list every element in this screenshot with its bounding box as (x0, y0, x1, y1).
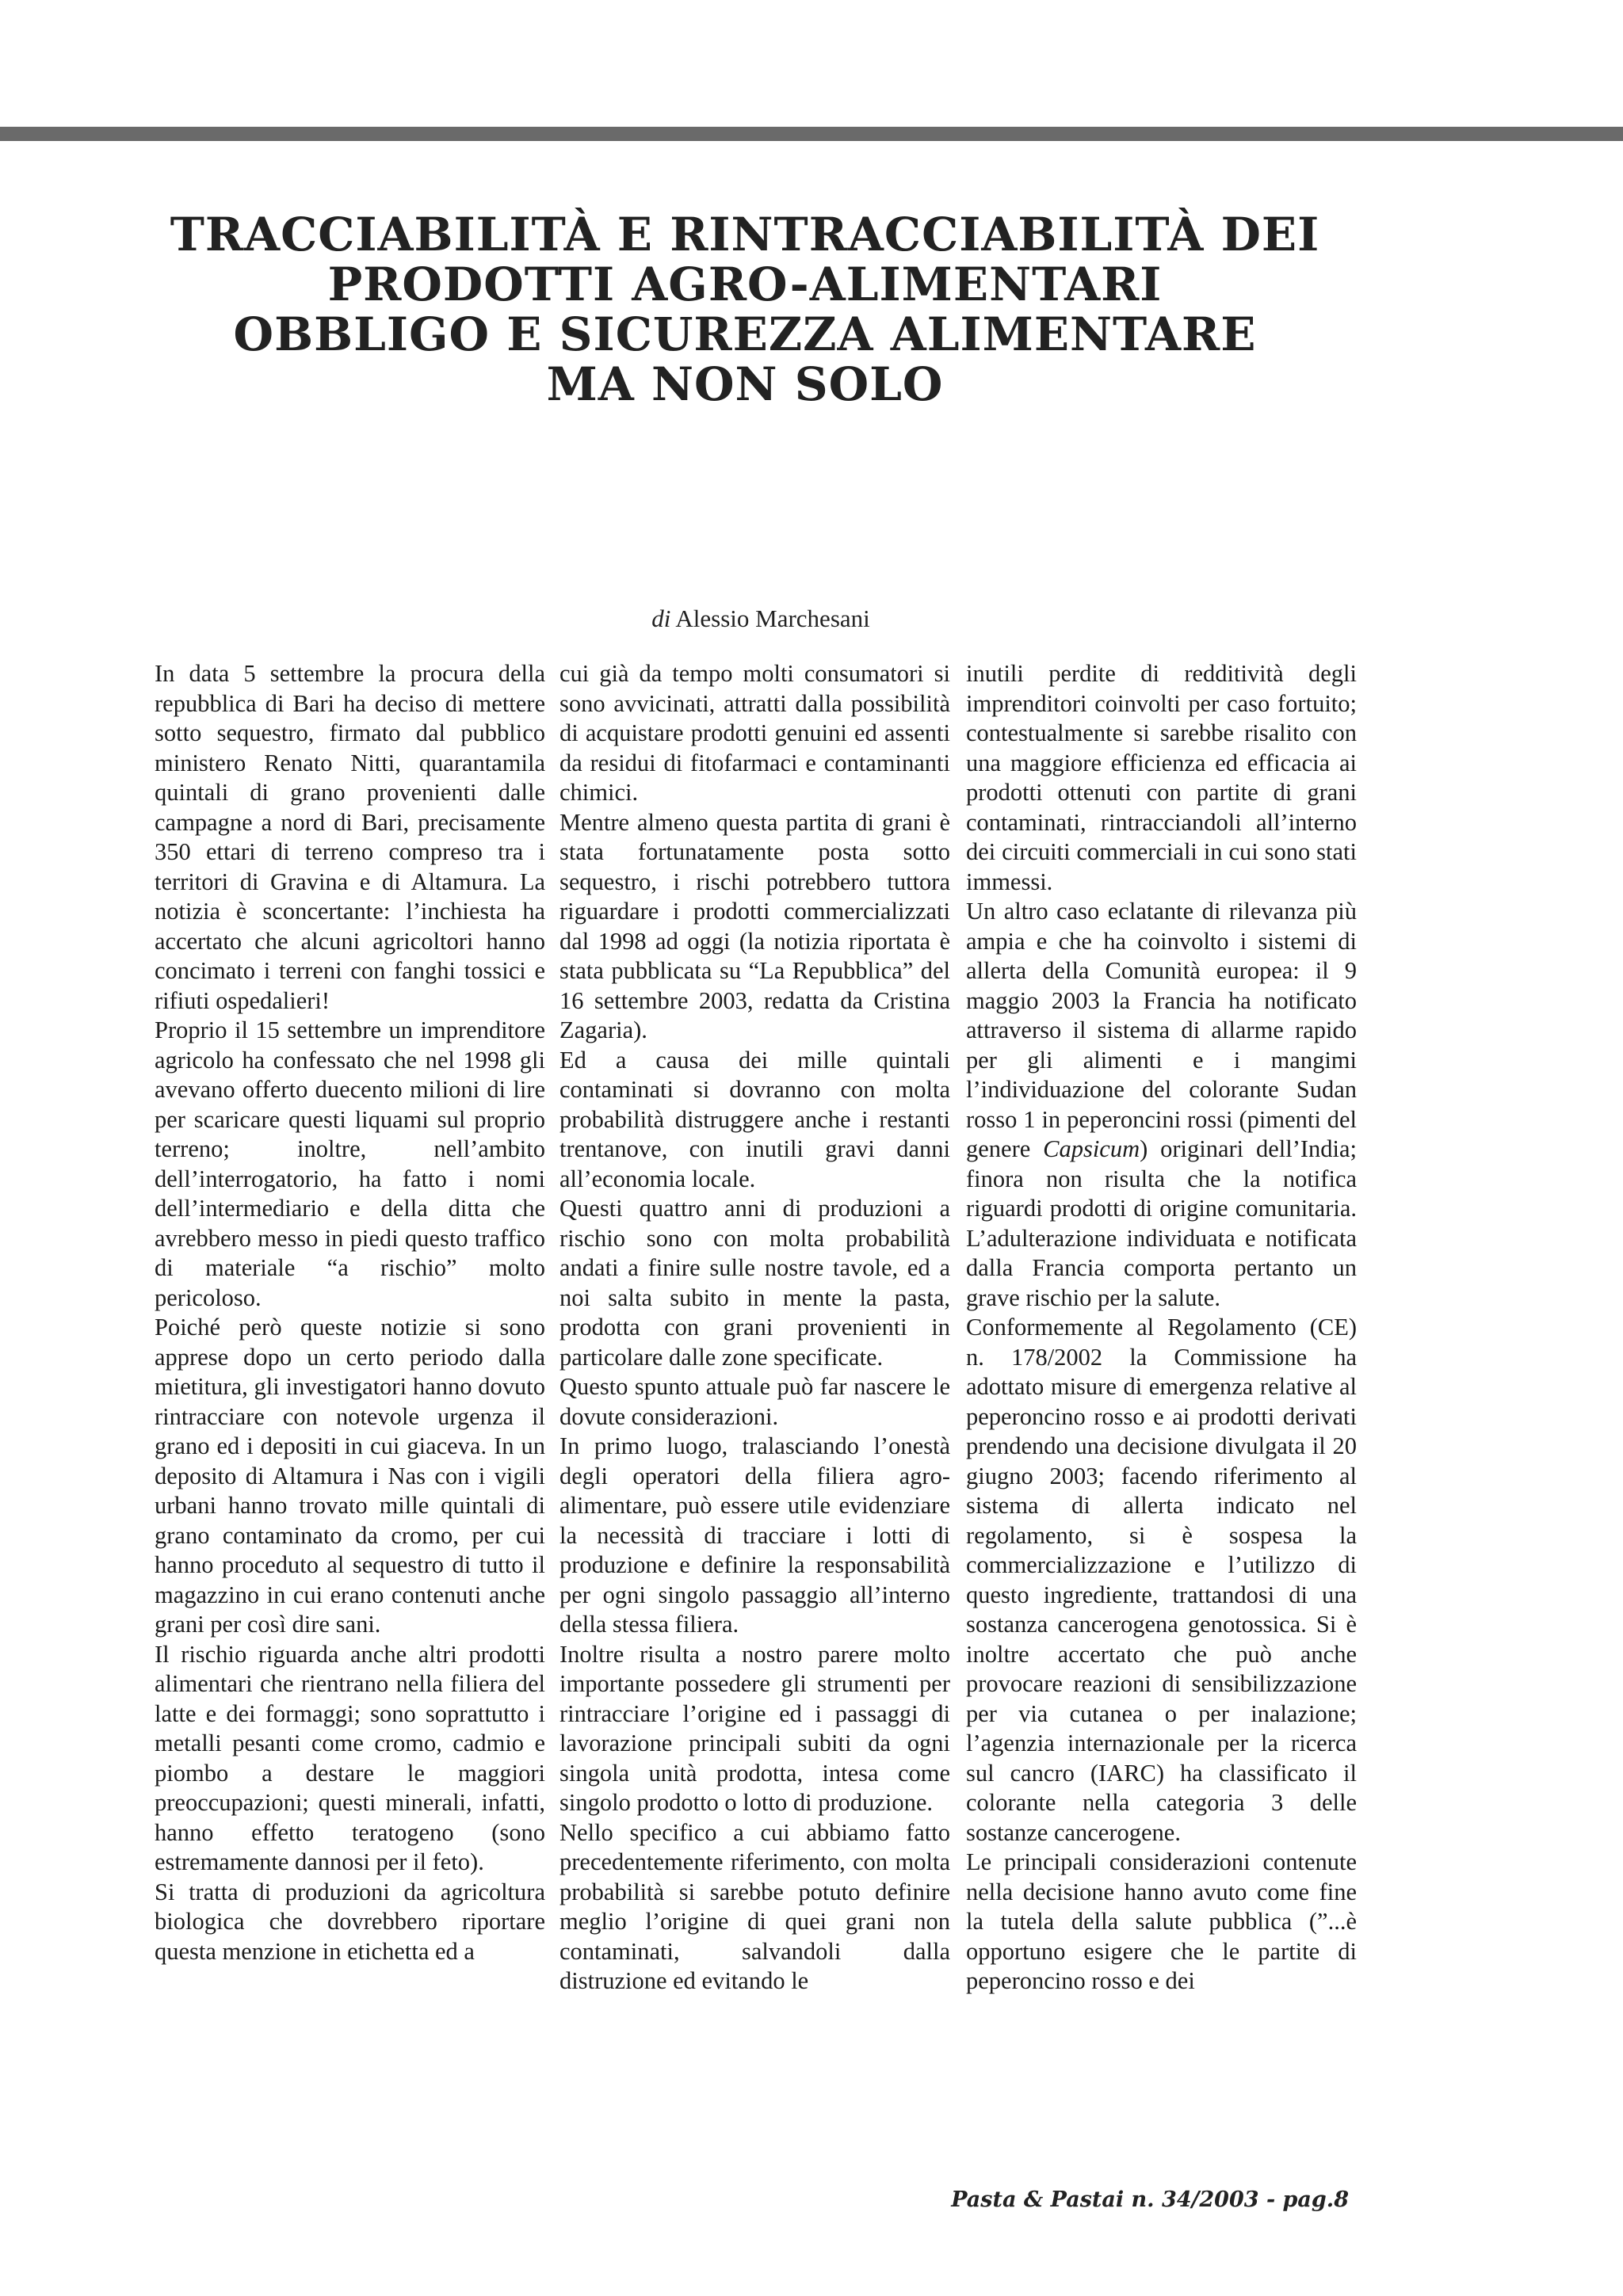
paragraph: Mentre almeno questa partita di grani è stata fortunatamente posta sotto sequestro, i rischi potrebbero tuttora riguardare i prodotti commercializzati dal 1998 ad oggi (la notizia riportata è stata pubblicata su “La Repubblica” del 16 settembre 2003, redatta da Cristina Zagaria). (559, 808, 950, 1043)
author-name: Alessio Marchesani (675, 605, 870, 632)
title-line: MA NON SOLO (546, 357, 944, 411)
text-column-3 (966, 659, 1357, 1997)
paragraph: Proprio il 15 settembre un imprenditore agricolo ha confessato che nel 1998 gli avevano offerto duecento milioni di lire per scaricare questi liquami sul proprio terreno; inoltre, nell’ambito dell’interrogatorio, ha fatto i nomi dell’intermediario e della ditta che avrebbero messo in piedi questo traffico di materiale “a rischio” molto pericoloso. (155, 1016, 545, 1311)
paragraph: Si tratta di produzioni da agricoltura biologica che dovrebbero riportare questa menzione in etichetta ed a (155, 1878, 545, 1965)
page-footer: Pasta & Pastai n. 34/2003 - pag.8 (951, 2187, 1349, 2212)
byline-prefix: di (651, 605, 671, 632)
paragraph: cui già da tempo molti consumatori si sono avvicinati, attratti dalla possibilità di acquistare prodotti genuini ed assenti da residui di fitofarmaci e contaminanti chimici. (559, 660, 950, 806)
title-line: PRODOTTI AGRO-ALIMENTARI (327, 257, 1163, 311)
title-line: OBBLIGO E SICUREZZA ALIMENTARE (233, 307, 1257, 361)
genus-name: Capsicum (1043, 1135, 1140, 1162)
paragraph: Nello specifico a cui abbiamo fatto precedentemente riferimento, con molta probabilità si sarebbe potuto definire meglio l’origine di quei grani non contaminati, salvandoli dalla distruzione ed evitando le (559, 1818, 950, 1994)
text-column-1 (155, 659, 545, 1966)
paragraph: In primo luogo, tralasciando l’onestà degli operatori della filiera agro-alimentare, può essere utile evidenziare la necessità di tracciare i lotti di produzione e definire la responsabilità per ogni singolo passaggio all’interno della stessa filiera. (559, 1432, 950, 1638)
header-rule (0, 127, 1623, 141)
byline (626, 603, 896, 635)
paragraph: Conformemente al Regolamento (CE) n. 178/2002 la Commissione ha adottato misure di emergenza relative al peperoncino rosso e ai prodotti derivati prendendo una decisione divulgata il 20 giugno 2003; facendo riferimento al sistema di allerta indicato nel regolamento, si è sospesa la commercializzazione e l’utilizzo di questo ingrediente, trattandosi di una sostanza cancerogena genotossica. Si è inoltre accertato che può anche provocare reazioni di sensibilizzazione per via cutanea o per inalazione; l’agenzia internazionale per la ricerca sul cancro (IARC) ha classificato il colorante nella categoria 3 delle sostanze cancerogene. (966, 1314, 1357, 1846)
article-title (119, 210, 1371, 410)
paragraph: Un altro caso eclatante di rilevanza più ampia e che ha coinvolto i sistemi di allerta della Comunità europea: il 9 maggio 2003 la Francia ha notificato attraverso il sistema di allarme rapido per gli alimenti e i mangimi l’individuazione del colorante Sudan rosso 1 in peperoncini rossi (pimenti del genere Capsicum) originari dell’India; finora non risulta che la notifica riguardi prodotti di origine comunitaria. L’adulterazione individuata e notificata dalla Francia comporta pertanto un grave rischio per la salute. (966, 898, 1357, 1311)
paragraph: Il rischio riguarda anche altri prodotti alimentari che rientrano nella filiera del latte e dei formaggi; sono soprattutto i metalli pesanti come cromo, cadmio e piombo a destare le maggiori preoccupazioni; questi minerali, infatti, hanno effetto teratogeno (sono estremamente dannosi per il feto). (155, 1640, 545, 1875)
paragraph: inutili perdite di redditività degli imprenditori coinvolti per caso fortuito; contestualmente si sarebbe risalito con una maggiore efficienza ed efficacia ai prodotti ottenuti con partite di grani contaminati, rintracciandoli all’interno dei circuiti commerciali in cui sono stati immessi. (966, 660, 1357, 895)
title-line: TRACCIABILITÀ E RINTRACCIABILITÀ DEI (170, 208, 1320, 261)
paragraph: Le principali considerazioni contenute nella decisione hanno avuto come fine la tutela della salute pubblica (”...è opportuno esigere che le partite di peperoncino rosso e dei (966, 1848, 1357, 1994)
text-column-2 (559, 659, 950, 1997)
paragraph: In data 5 settembre la procura della repubblica di Bari ha deciso di mettere sotto sequestro, firmato dal pubblico ministero Renato Nitti, quarantamila quintali di grano provenienti dalle campagne a nord di Bari, precisamente 350 ettari di terreno compreso tra i territori di Gravina e di Altamura. La notizia è sconcertante: l’inchiesta ha accertato che alcuni agricoltori hanno concimato i terreni con fanghi tossici e rifiuti ospedalieri! (155, 660, 545, 1014)
paragraph: Questi quattro anni di produzioni a rischio sono con molta probabilità andati a finire sulle nostre tavole, ed a noi salta subito in mente la pasta, prodotta con grani provenienti in particolare dalle zone specificate. (559, 1195, 950, 1371)
paragraph: Inoltre risulta a nostro parere molto importante possedere gli strumenti per rintracciare l’origine ed i passaggi di lavorazione principali subiti da ogni singola unità prodotta, intesa come singolo prodotto o lotto di produzione. (559, 1640, 950, 1816)
paragraph: Ed a causa dei mille quintali contaminati si dovranno con molta probabilità distruggere anche i restanti trentanove, con inutili gravi danni all’economia locale. (559, 1046, 950, 1192)
paragraph: Poiché però queste notizie si sono apprese dopo un certo periodo dalla mietitura, gli investigatori hanno dovuto rintracciare con notevole urgenza il grano ed i depositi in cui giaceva. In un deposito di Altamura i Nas con i vigili urbani hanno trovato mille quintali di grano contaminato da cromo, per cui hanno proceduto al sequestro di tutto il magazzino in cui erano contenuti anche grani per così dire sani. (155, 1314, 545, 1638)
paragraph: Questo spunto attuale può far nascere le dovute considerazioni. (559, 1373, 950, 1430)
